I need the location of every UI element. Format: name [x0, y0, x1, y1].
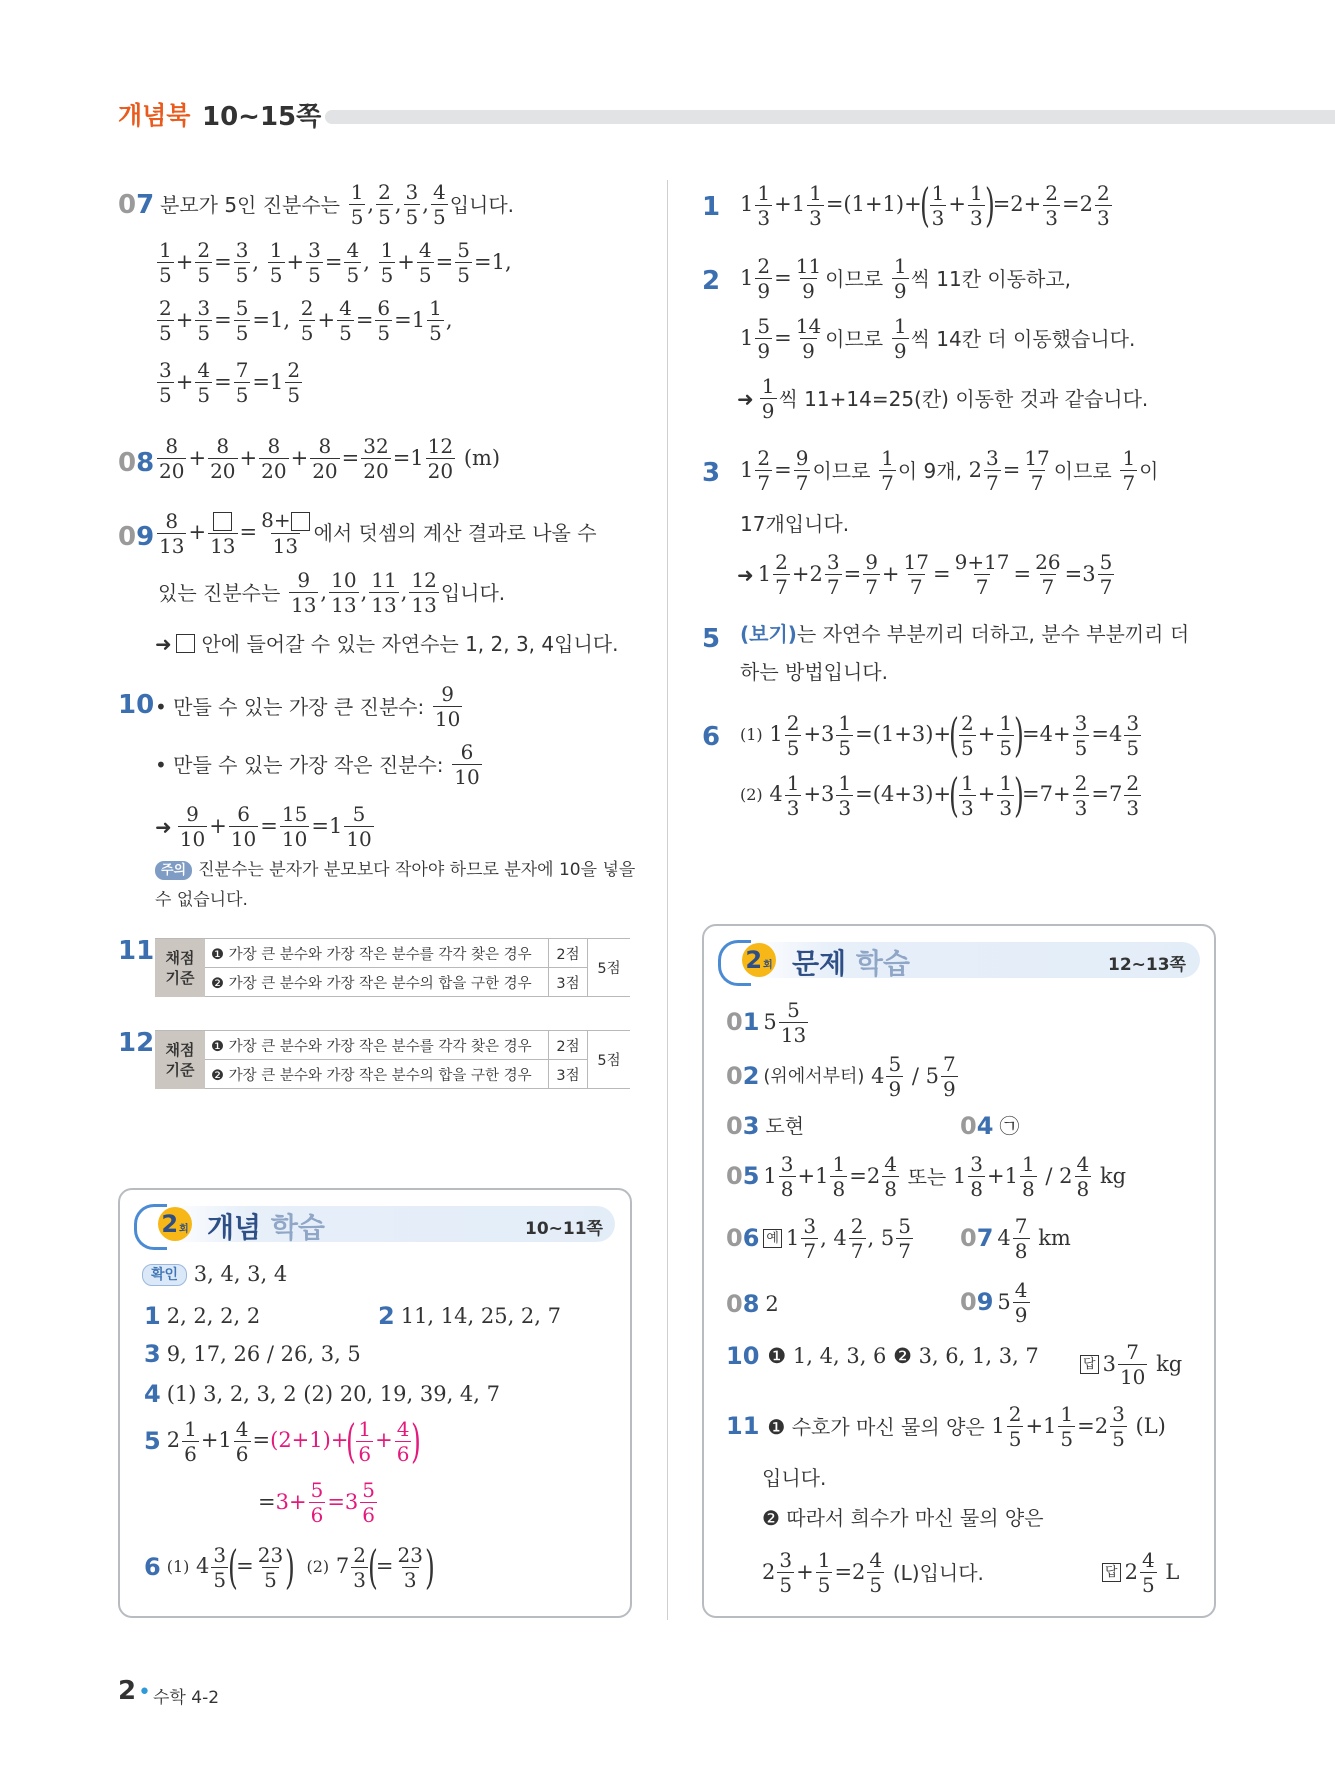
q2-line1: 1 2 9 = 11 9 이므로 1 9 씩 11칸 이동하고, [740, 254, 1072, 303]
q11-number: 11 [118, 936, 155, 966]
q07-intro: 분모가 5인 진분수는 [160, 192, 340, 217]
q5-number: 5 [702, 624, 721, 654]
q07-number: 07 [118, 190, 155, 220]
problem-a06: 06 예 1 3 7 , 4 2 7 , 5 5 7 [726, 1214, 911, 1263]
problem-a11-answer: 답 2 4 5 L [1102, 1550, 1179, 1595]
q3-text1c: 이 [1139, 458, 1159, 483]
q07-line1: 분모가 5인 진분수는 1 5 , 2 5 , 3 5 , 4 5 입니다. [160, 180, 515, 229]
problem-a11-line2: 입니다. [762, 1466, 827, 1490]
q11-row2-points: 3점 [549, 968, 588, 997]
q10-line1: • 만들 수 있는 가장 큰 진분수: 9 10 [155, 682, 461, 731]
q11-label: 채점 기준 [155, 939, 205, 997]
problem-panel-pages: 12~13쪽 [1108, 955, 1186, 975]
q10-text1: • 만들 수 있는 가장 큰 진분수: [155, 694, 425, 719]
q6-line1: (1) 1 2 5 +3 1 5 =(1+3)+ ( 2 5 + 1 5 ) =4+ 3 5 =4 3 5 [740, 708, 1140, 762]
concept-check [142, 1262, 287, 1287]
q6-number: 6 [702, 722, 721, 752]
q2-text1: 이므로 [825, 266, 884, 291]
q09-line3 [155, 631, 618, 656]
q3-line3: ➜ 1 2 7 +2 3 7 = 9 7 + 17 7 = 9+17 7 = 26 7 =3 5 7 [737, 550, 1113, 599]
concept-a1: 1 2, 2, 2, 2 [144, 1302, 261, 1330]
concept-a2: 2 11, 14, 25, 2, 7 [378, 1302, 561, 1330]
q2-number: 2 [702, 266, 721, 296]
q09-line1: 8 13 + 13 = 8+ 13 에서 덧셈의 계산 결과로 나올 수 [159, 508, 597, 558]
page-number: 2 [118, 1676, 137, 1706]
q07-line3: 2 5 + 3 5 = 5 5 =1, 2 5 + 4 5 = 6 5 =1 1 5 , [159, 296, 453, 345]
q10-number: 10 [118, 690, 155, 720]
q11-total: 5점 [588, 939, 631, 997]
header-bar [325, 110, 1335, 124]
concept-a5-line2: = 3+ $\frac{5}{6}$ =3 5 6 [258, 1478, 376, 1527]
q3-number: 3 [702, 458, 721, 488]
q2-text2b: 씩 14칸 더 이동했습니다. [910, 326, 1136, 351]
q2-line2: 1 5 9 = 14 9 이므로 1 9 씩 14칸 더 이동했습니다. [740, 314, 1136, 363]
concept-a4: 4 (1) 3, 2, 3, 2 (2) 20, 19, 39, 4, 7 [144, 1380, 501, 1408]
q3-text1-again: 이므로 [1053, 458, 1112, 483]
q11-row2: ❷ 가장 큰 분수와 가장 작은 분수의 합을 구한 경우 [205, 968, 549, 997]
arrow-icon: ➜ [155, 631, 172, 656]
problem-a11-line3: ❷ 따라서 희수가 마신 물의 양은 [762, 1506, 1044, 1530]
q1-line: 1 1 3 +1 1 3 =(1+1)+ ( 1 3 + 1 3 ) =2+ 2 3 =2 2 3 [740, 178, 1110, 232]
q08-unit: (m) [463, 445, 501, 470]
q5-line1 [740, 622, 1189, 646]
q10-line2: • 만들 수 있는 가장 작은 진분수: 6 10 [155, 740, 480, 789]
q07-intro-end: 입니다. [449, 192, 515, 217]
problem-a08: 08 2 [726, 1290, 779, 1318]
problem-panel-title: 문제 학습 [792, 947, 910, 980]
q12-number: 12 [118, 1028, 155, 1058]
q3-text1: 이므로 [812, 458, 871, 483]
q10-note1 [155, 860, 635, 880]
q1-number: 1 [702, 192, 721, 222]
q3-text2: 17개입니다. [740, 512, 850, 536]
problem-a10-answer: 답 3 7 10 kg [1080, 1342, 1182, 1387]
header-label: 개념북 [118, 101, 191, 130]
example-tag: (보기) [740, 622, 797, 646]
blank-box-icon [176, 634, 195, 653]
concept-panel-pages: 10~11쪽 [525, 1219, 603, 1239]
q3-line1: 1 2 7 = 9 7 이므로 1 7 이 9개, 2 3 7 = 17 7 이므로 1 7 이 [740, 446, 1159, 495]
q09-text1: 에서 덧셈의 계산 결과로 나올 수 [313, 521, 597, 545]
q10-line3: ➜ 9 10 + 6 10 = 15 10 =1 5 10 [155, 802, 372, 851]
arrow-icon: ➜ [737, 386, 754, 411]
problem-a10: 10 ❶ 1, 4, 3, 6 ❷ 3, 6, 1, 3, 7 [726, 1342, 1039, 1370]
q5-line2 [740, 660, 888, 684]
problem-a05: 05 1 3 8 +1 1 8 =2 4 8 또는 1 3 8 +1 1 8 / 2 4 8 kg [726, 1152, 1127, 1201]
concept-a6: 6 (1) 4 3 5 ( = 23 5 ) (2) 7 2 3 ( = 23 3 ) [144, 1540, 435, 1594]
problem-a03: 03 도현 [726, 1112, 805, 1140]
q12-label: 채점 기준 [155, 1031, 205, 1089]
q12-row1: ❶ 가장 큰 분수와 가장 작은 분수를 각각 찾은 경우 [205, 1031, 549, 1060]
concept-panel-title: 개념 학습 [207, 1211, 325, 1244]
problem-a09: 09 5 4 9 [960, 1278, 1028, 1327]
q08-line: 8 20 + 8 20 + 8 20 + 8 20 = 32 20 =1 12 20 (m) [159, 434, 501, 483]
q3-line2 [740, 512, 849, 536]
q10-note-text2: 수 없습니다. [155, 890, 248, 910]
arrow-icon: ➜ [737, 562, 754, 587]
q2-text2: 이므로 [825, 326, 884, 351]
footer-dot-icon: • [138, 1680, 151, 1705]
round-badge: 2회 [742, 943, 776, 977]
q2-text1b: 씩 11칸 이동하고, [910, 266, 1072, 291]
q12-row2: ❷ 가장 큰 분수와 가장 작은 분수의 합을 구한 경우 [205, 1060, 549, 1089]
q2-line3: ➜ 1 9 씩 11+14=25(칸) 이동한 것과 같습니다. [737, 374, 1149, 423]
header-range: 10~15쪽 [202, 102, 322, 132]
q11-score-table [155, 938, 630, 997]
book-title: 수학 4-2 [153, 1688, 220, 1708]
q09-number: 09 [118, 522, 155, 552]
q07-line4: 3 5 + 4 5 = 7 5 =1 2 5 [159, 358, 301, 407]
q09-text2: 있는 진분수는 [158, 580, 281, 605]
problem-a04: 04 ㉠ [960, 1112, 1020, 1140]
problem-a02: 02 (위에서부터) 4 5 9 / 5 7 9 [726, 1052, 956, 1101]
check-answer: 3, 4, 3, 4 [193, 1262, 288, 1286]
q09-line2: 있는 진분수는 9 13 , 10 13 , 11 13 , 12 13 입니다. [158, 568, 506, 617]
q07-line2: 1 5 + 2 5 = 3 5 , 1 5 + 3 5 = 4 5 , 1 5 + 4 5 = 5 5 =1, [159, 238, 512, 287]
concept-a3: 3 9, 17, 26 / 26, 3, 5 [144, 1340, 361, 1368]
problem-a07: 07 4 7 8 km [960, 1214, 1071, 1263]
problem-a01: 01 5 5 13 [726, 998, 807, 1047]
q2-text3: 씩 11+14=25(칸) 이동한 것과 같습니다. [778, 386, 1149, 411]
check-tag: 확인 [142, 1264, 187, 1286]
q11-row1-points: 2점 [549, 939, 588, 968]
q5-text1: 는 자연수 부분끼리 더하고, 분수 부분끼리 더 [796, 622, 1190, 646]
q3-text1b: 이 9개, [897, 458, 962, 483]
q6-line2: (2) 4 1 3 +3 1 3 =(4+3)+ ( 1 3 + 1 3 ) =7+ 2 3 =7 2 3 [740, 768, 1140, 822]
arrow-icon: ➜ [155, 814, 172, 839]
q10-note-text1: 진분수는 분자가 분모보다 작아야 하므로 분자에 10을 넣을 [198, 860, 636, 880]
q10-text2: • 만들 수 있는 가장 작은 진분수: [155, 752, 444, 777]
round-badge: 2회 [158, 1207, 192, 1241]
q11-row1: ❶ 가장 큰 분수와 가장 작은 분수를 각각 찾은 경우 [205, 939, 549, 968]
q09-text2-end: 입니다. [440, 580, 506, 605]
q12-row1-points: 2점 [549, 1031, 588, 1060]
q5-text2: 하는 방법입니다. [740, 660, 888, 684]
problem-a11-line1: 11 ❶ 수호가 마신 물의 양은 1 2 5 +1 1 5 =2 3 5 (L) [726, 1402, 1166, 1451]
q12-row2-points: 3점 [549, 1060, 588, 1089]
column-divider [667, 180, 668, 1620]
q12-score-table [155, 1030, 630, 1089]
warning-tag: 주의 [155, 861, 192, 880]
q10-note2 [155, 890, 248, 910]
q09-text3: 안에 들어갈 수 있는 자연수는 1, 2, 3, 4입니다. [201, 631, 619, 656]
problem-a11-line4: 2 3 5 + 1 5 =2 4 5 (L)입니다. [762, 1548, 984, 1597]
concept-a5-line1: 5 2 1 6 +1 4 6 = (2+1)+ ( 1 6 + $\frac{4}{6}$ ) [144, 1414, 422, 1468]
q08-number: 08 [118, 448, 155, 478]
q12-total: 5점 [588, 1031, 631, 1089]
